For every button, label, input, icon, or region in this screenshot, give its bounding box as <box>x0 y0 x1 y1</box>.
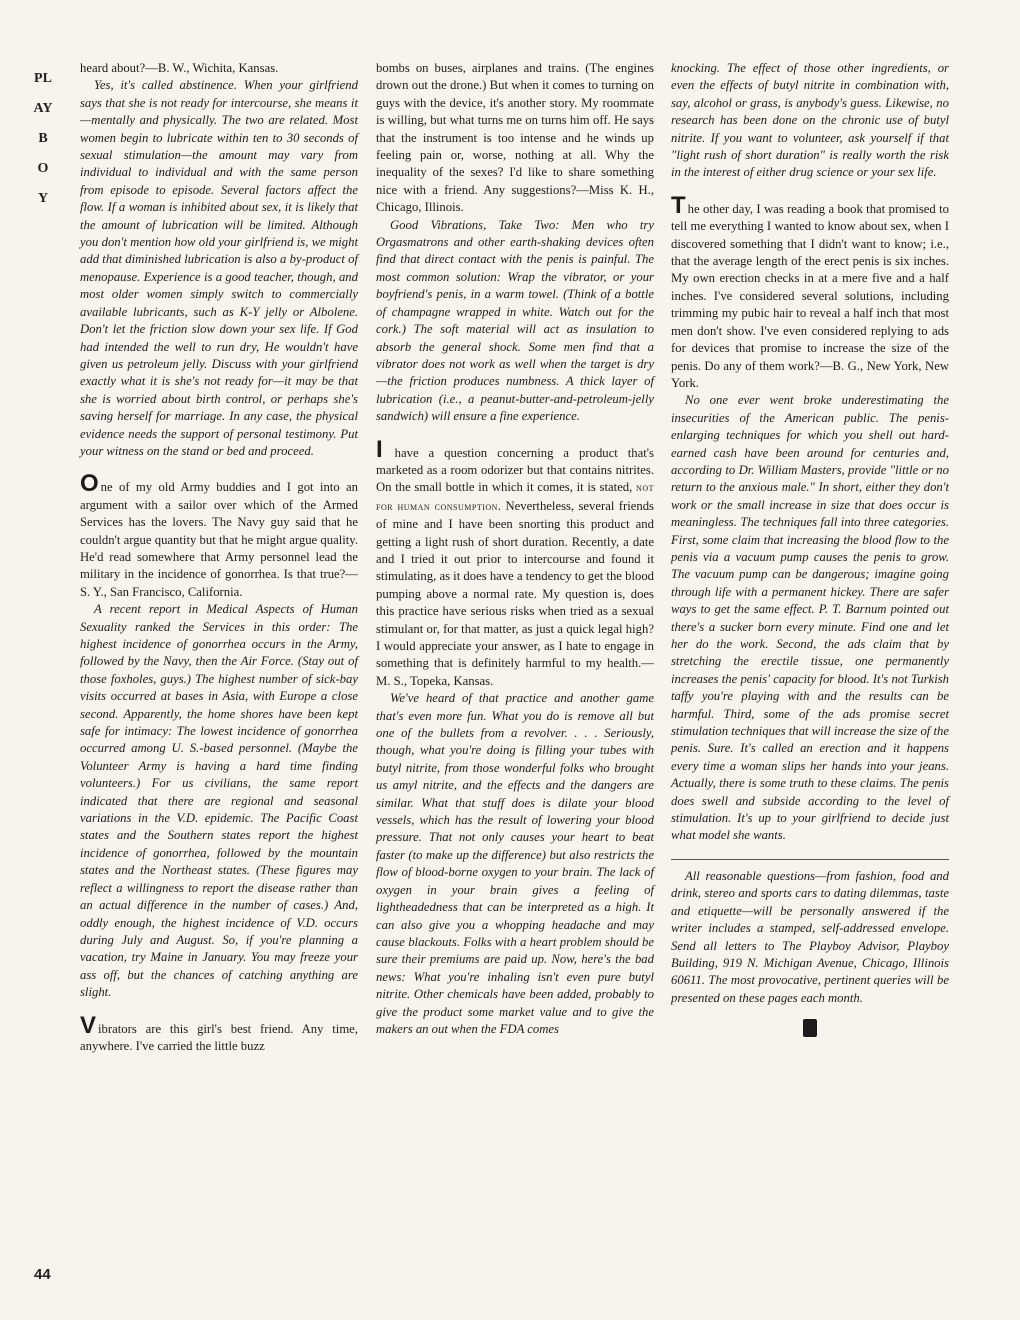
column-2 <box>376 60 654 1038</box>
dropcap: O <box>80 470 99 498</box>
column-1 <box>80 60 358 1055</box>
answer-paragraph: Yes, it's called abstinence. When your girlfriend says that she is not ready for intercourse, she means it—mentally and physically. The two are related. Most women begin to lubricate within ten to 30 seconds of sexual stimulation—the amount may vary from individual to individual and with the same person from episode to episode. Several factors affect the flow. If a woman is inhibited about sex, it is likely that the amount of lubrication will be limited. Although you don't mention how old your girlfriend is, we might add that diminished lubrication is also a by-product of menopause. Experience is a good teacher, though, and most older women simply switch to commercially available lubricants, such as K-Y jelly or Albolene. Don't let the friction slow down your sex life. If God had intended the well to run dry, He wouldn't have given us petroleum jelly. Discuss with your girlfriend exactly what it is she's not ready for—it may be that she is worried about birth control, or perhaps she's saving herself for marriage. In any case, the physical evidence needs the support of personal testimony. Put your witness on the stand or bed and proceed. <box>80 78 358 458</box>
paragraph: heard about?—B. W., Wichita, Kansas. <box>80 61 279 75</box>
question-paragraph: One of my old Army buddies and I got into an argument with a sailor over which of the Armed Services has the lovers. The Navy guy said that he couldn't argue quantity but that he might argue quality. He'd read somewhere that Army personnel lead the military in the incidence of gonorrhea. Is that true?—S. Y., San Francisco, California. <box>80 470 358 599</box>
rabbit-logo-icon <box>803 1019 817 1037</box>
magazine-name: PLAYBOY <box>33 71 53 206</box>
footer-note: All reasonable questions—from fashion, food and drink, stereo and sports cars to dating dilemmas, taste and etiquette—will be personally answered if the writer includes a stamped, self-addressed envelope. Send all letters to The Playboy Advisor, Playboy Building, 919 N. Michigan Avenue, Chicago, Illinois 60611. The most provocative, pertinent queries will be presented on these pages each month. <box>671 868 949 1005</box>
small-caps-text: not for human consumption <box>376 482 654 513</box>
divider <box>671 859 949 860</box>
page-number: 44 <box>34 1266 51 1283</box>
answer-paragraph: knocking. The effect of those other ingredients, or even the effects of butyl nitrite in combination with, say, alcohol or grass, is anybody's guess. Likewise, no research has been done on the chronic use of butyl nitrite. If you want to volunteer, ask yourself if that "light rush of short duration" is really worth the risk in the interest of either drug science or your sex life. <box>671 61 949 180</box>
dropcap: T <box>671 191 686 219</box>
dropcap: I <box>376 435 383 463</box>
question-paragraph: The other day, I was reading a book that promised to tell me everything I wanted to know about sex, when I discovered something that I didn't want to know; i.e., that the average length of the erect penis is six inches. My own erection checks in at a mere five and a half inches. I've considered several solutions, including trimming my pubic hair to reveal a half inch that most men don't show. I've even considered replying to ads for devices that promise to increase the size of the penis. Do any of them work?—B. G., New York, New York. <box>671 191 949 390</box>
dropcap: V <box>80 1011 97 1039</box>
column-3 <box>671 60 949 1037</box>
answer-paragraph: Good Vibrations, Take Two: Men who try Orgasmatrons and other earth-shaking devices often find that direct contact with the penis is painful. The most common solution: Wrap the vibrator, or your boyfriend's penis, in a warm towel. (Think of a bottle of champagne wrapped in white. Watch out for the cork.) The soft material will act as insulation to absorb the general shock. Some men find that a vibrator does not work as well when the target is dry—the friction produces numbness. A thick layer of lubrication (i.e., a peanut-butter-and-petroleum-jelly sandwich) will ensure a fine experience. <box>376 217 654 424</box>
question-paragraph: I have a question concerning a product that's marketed as a room odorizer but that contains nitrites. On the small bottle in which it comes, it is stated, not for human consumption. Nevertheless, several friends of mine and I have been snorting this product and getting a light rush of short duration. Recently, a date and I tried it out prior to intercourse and found it stimulating, as it does have a tendency to get the blood pumping above a normal rate. My question is, does this practice have serious risks when tried as a sexual stimulant or, for that matter, as just a quick legal high? I would appreciate your answer, as I hate to engage in something that is definitely harmful to my health.—M. S., Topeka, Kansas. <box>376 435 655 688</box>
answer-paragraph: We've heard of that practice and another game that's even more fun. What you do is remove all but one of the bullets from a revolver. . . . Seriously, though, what you're doing is filling your tubes with butyl nitrite, from those wonderful folks who brought us amyl nitrite, and the effects and the dangers are similar. What that stuff does is dilate your blood vessels, which has the result of lowering your blood pressure. That not only causes your heart to beat faster (to make up the difference) but also restricts the flow of blood-borne oxygen to your brain. The lack of oxygen in your brain gives a feeling of lightheadedness that can be interpreted as a high. It can also give you a whopping headache and may cause blackouts. Folks with a heart problem should be sure their premiums are paid up. Now, here's the bad news: What you're inhaling isn't even pure butyl nitrite. Other chemicals have been added, probably to give the product some market value and to give the makers an out when the FDA comes <box>376 691 654 1036</box>
answer-paragraph: No one ever went broke underestimating the insecurities of the American public. The penis-enlarging techniques for which you shell out hard-earned cash have been around for centuries and, according to Dr. William Masters, provide "little or no return to the anxious male." In short, either they don't work or the small increase in size that does occur is meaningless. The techniques fall into three categories. First, some claim that increasing the blood flow to the penis via a vacuum pump causes the penis to grow. The vacuum pump can be dangerous; imagine going through life with a permanent hickey. There are safer ways to get the same effect. P. T. Barnum pointed out there's a sucker born every minute. Find one and let her do the work. Second, the ads claim that by stretching the erectile tissue, one permanently increases the penis' capacity for blood. It's not Turkish taffy you're playing with and the results can be harmful. Third, some of the ads promise secret stimulation techniques that will increase the size of the penis. Sure. It's called an erection and it happens every time a woman slips her hands into your jeans. Actually, there is some truth to these claims. The penis does swell and subside according to the level of stimulation. It's up to your girlfriend to decide just what model she wants. <box>671 393 949 843</box>
answer-paragraph: A recent report in Medical Aspects of Human Sexuality ranked the Services in this order: The highest incidence of gonorrhea occurs in the Army, followed by the Navy, then the Air Force. (Stay out of those foxholes, guys.) The highest number of sick-bay visits occurred at bases in Asia, with Europe a close second. Apparently, the home shores have been kept safe for intimacy: The lowest incidence of gonorrhea occurred among U. S.-based personnel. (Maybe the Volunteer Army is having a hard time finding volunteers.) For us civilians, the same report indicated that there are regional and seasonal variations in the V.D. epidemic. The Pacific Coast states and the Southern states report the highest incidence of gonorrhea, followed by the mountain states and the Northeast states. (These figures may reflect a willingness to report the disease rather than an actual difference in the number of cases.) And, oddly enough, the highest incidence of V.D. occurs during July and August. So, if you're planning a vacation, try Maine in January. You may freeze your ass off, but the chances of catching anything are slight. <box>80 602 358 1000</box>
paragraph: bombs on buses, airplanes and trains. (The engines drown out the drone.) But when it comes to turning on guys with the device, it's another story. My roommate is willing, but what turns me on turns him off. He says that the instrument is too intense and he winds up feeling pain or, worse, nothing at all. Why the inequality of the sexes? I'd like to share something nice with a friend. Any suggestions?—Miss K. H., Chicago, Illinois. <box>376 61 654 215</box>
question-paragraph: Vibrators are this girl's best friend. Any time, anywhere. I've carried the little buzz <box>80 1011 358 1053</box>
